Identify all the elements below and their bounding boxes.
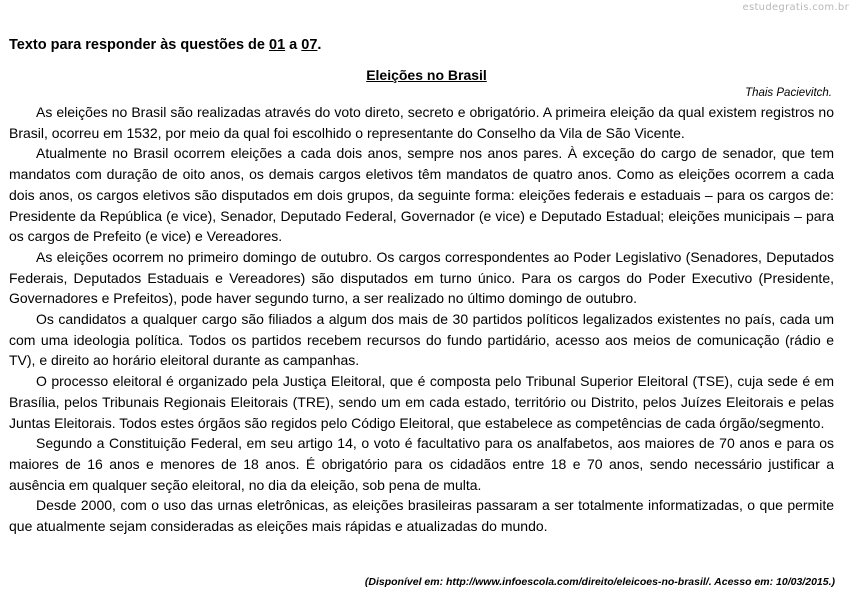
article-author: Thais Pacievitch. [745,87,832,99]
heading-prefix: Texto para responder às questões de [9,37,270,53]
heading-question-to: 07 [301,37,318,53]
heading-question-from: 01 [269,37,286,53]
paragraph: Segundo a Constituição Federal, em seu artigo 14, o voto é facultativo para os analfabetos, aos maiores de 70 anos e para os maiores de 16 anos e menores de 18 anos. É obrigatório para os cidadãos entre 18 e 70 anos, sendo necessário justificar a ausência em qualquer seção eleitoral, no dia da eleição, sob pena de multa. [9,435,834,493]
article-title: Eleições no Brasil [366,67,487,83]
paragraph: Desde 2000, com o uso das urnas eletrônicas, as eleições brasileiras passaram a ser totalmente informatizadas, o que permite que atualmente sejam consideradas as eleições mais rápidas e atualizadas do mundo. [9,497,834,535]
site-watermark: estudegratis.com.br [742,2,849,13]
paragraph: Atualmente no Brasil ocorrem eleições a cada dois anos, sempre nos anos pares. À exceção do cargo de senador, que tem mandatos com duração de oito anos, os demais cargos eletivos têm mandatos de quatro anos. Como as eleições ocorrem a cada dois anos, os cargos eletivos são disputados em dois grupos, da seguinte forma: eleições federais e estaduais – para os cargos de: Presidente da República (e vice), Senador, Deputado Federal, Governador (e vice) e Deputado Estadual; eleições municipais – para os cargos de Prefeito (e vice) e Vereadores. [9,145,834,245]
heading-suffix: . [317,37,322,53]
article-body [9,102,834,537]
heading-mid: a [285,37,302,53]
source-citation: (Disponível em: http://www.infoescola.com/direito/eleicoes-no-brasil/. Acesso em: 10/03/2015.) [364,576,835,588]
paragraph: As eleições no Brasil são realizadas através do voto direto, secreto e obrigatório. A primeira eleição da qual existem registros no Brasil, ocorreu em 1532, por meio da qual foi escolhido o representante do Conselho da Vila de São Vicente. [9,104,834,141]
paragraph: Os candidatos a qualquer cargo são filiados a algum dos mais de 30 partidos políticos legalizados existentes no país, cada um com uma ideologia política. Todos os partidos recebem recursos do fundo partidário, acesso aos meios de comunicação (rádio e TV), e direito ao horário eleitoral durante as campanhas. [9,311,834,369]
paragraph: As eleições ocorrem no primeiro domingo de outubro. Os cargos correspondentes ao Poder Legislativo (Senadores, Deputados Federais, Deputados Estaduais e Vereadores) são disputados em turno único. Para os cargos do Poder Executivo (Presidente, Governadores e Prefeitos), pode haver segundo turno, a ser realizado no último domingo de outubro. [9,248,834,307]
instruction-heading [9,37,321,53]
paragraph: O processo eleitoral é organizado pela Justiça Eleitoral, que é composta pelo Tribunal Superior Eleitoral (TSE), cuja sede é em Brasília, pelos Tribunais Regionais Eleitorais (TRE), sendo um em cada estado, território ou Distrito, pelos Juízes Eleitorais e pelas Juntas Eleitorais. Todos estes órgãos são regidos pelo Código Eleitoral, que estabelece as competências de cada órgão/segmento. [9,373,834,431]
